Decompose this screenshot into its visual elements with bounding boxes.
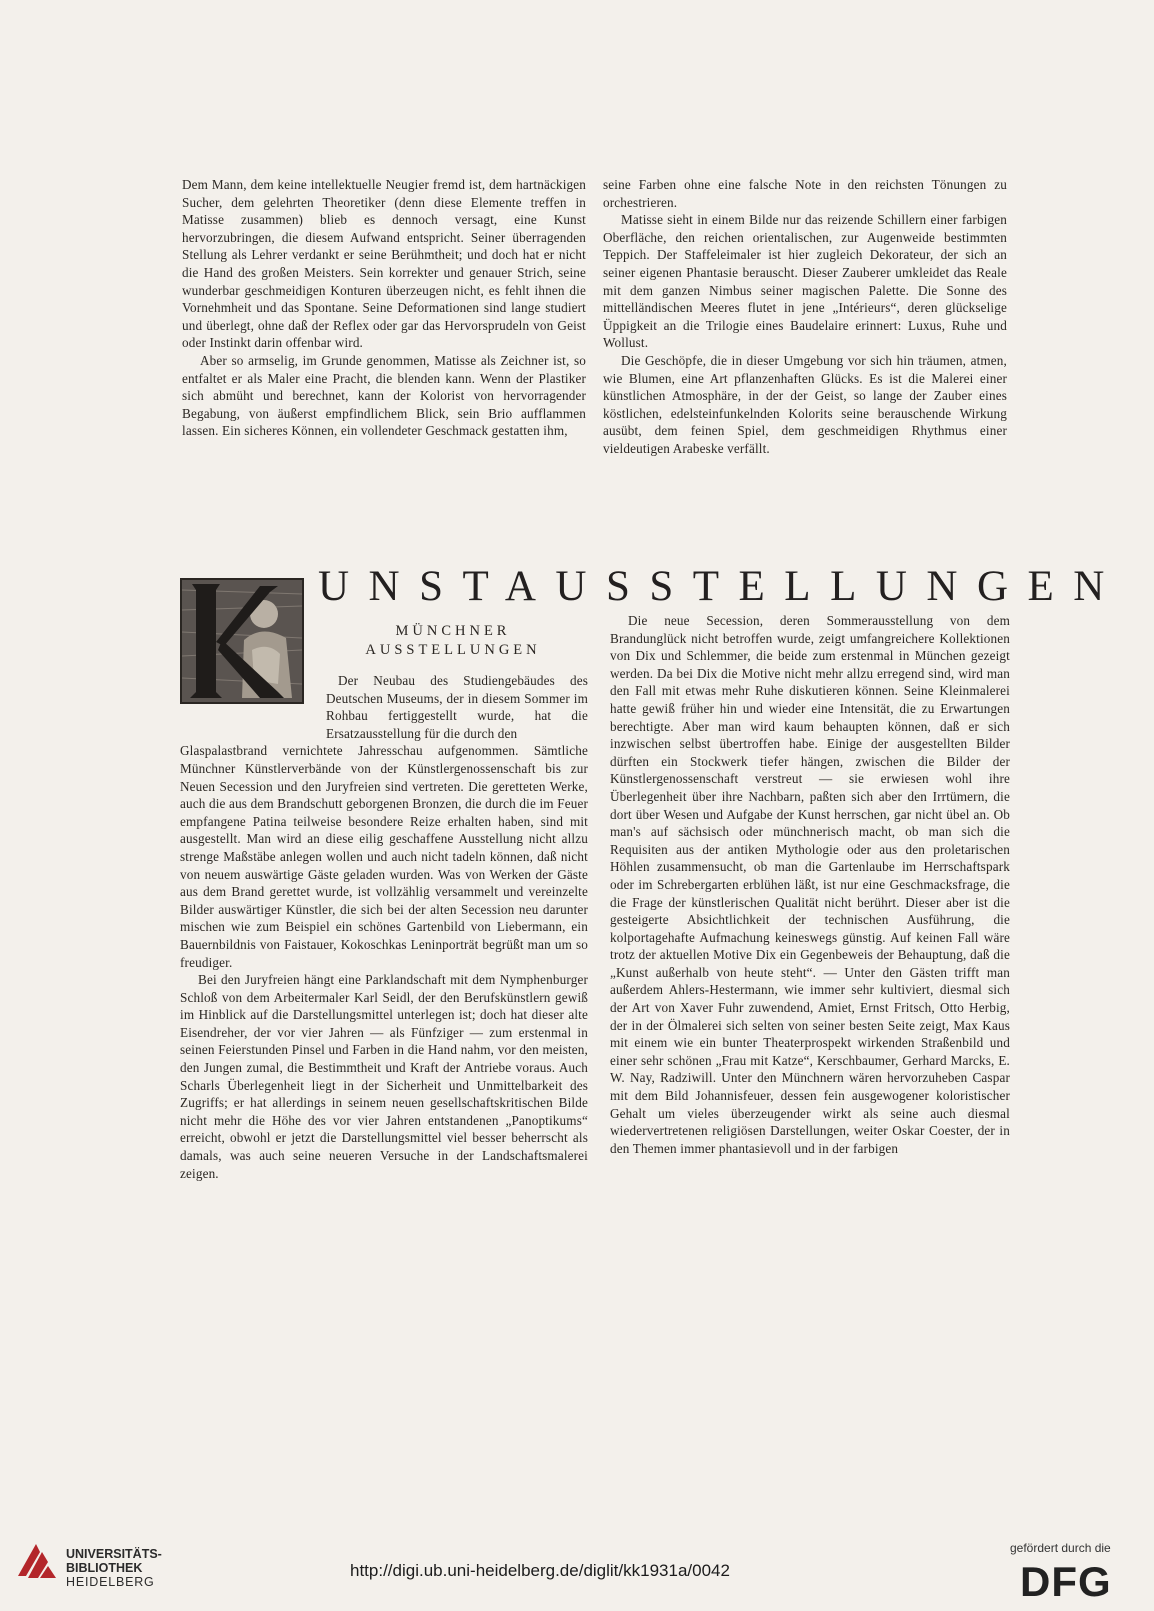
paragraph: Die Geschöpfe, die in dieser Umgebung vor sich hin träumen, atmen, wie Blumen, eine Art pflanzenhaften Glücks. Es ist die Malerei einer künstlichen Atmosphäre, in der der Geist, so lange der Zauber eines köstlichen, edelsteinfunkelnden Kolorits seine berauschende Wirkung ausübt, dem feinen Spiel, dem geschmeidigen Rhythmus einer vieldeutigen Arabeske verfällt. xyxy=(603,352,1007,456)
footer-bar xyxy=(0,1524,1154,1611)
institution-name xyxy=(66,1547,162,1589)
text-column-bottom-right xyxy=(610,612,1010,1157)
paragraph: Glaspalastbrand vernichtete Jahresschau aufgenommen. Sämtliche Münchner Künstlerverbände von der Künstlergenossenschaft bis zur Neuen Secession und den Juryfreien sind vertreten. Die geretteten Werke, auch die aus dem Brandschutt geborgenen Bronzen, die durch die im Feuer empfangene Patina teilweise besondere Reize erhalten haben, sind mit ausgestellt. Man wird an diese eilig geschaffene Ausstellung nicht allzu strenge Maßstäbe anlegen wollen und auch nicht tadeln können, daß nicht von neuem auswärtige Gäste geladen wurden. Was von Werken der Gäste aus dem Brand gerettet wurde, ist vollzählig versammelt und vereinzelte Bilder auswärtiger Künstler, die sich bei der alten Secession neu darunter mischen wie zum Beispiel ein schönes Gartenbild von Liebermann, ein Bauernbildnis von Faistauer, Kokoschkas Leninporträt begrüßt man um so freudiger. xyxy=(180,743,588,970)
paragraph: Die neue Secession, deren Sommerausstellung von dem Brandunglück nicht betroffen wurde, zeigt umfangreichere Kollektionen von Dix und Schlemmer, die beide zum erstenmal in München gezeigt werden. Da bei Dix die Motive nicht mehr allzu erregend sind, wird man den Fall mit etwas mehr Ruhe diskutieren können. Seine Kleinmalerei hatte gewiß früher hin und wieder eine Intensität, die zu Erwartungen berechtigte. Aber man wird kaum behaupten können, daß er sich inzwischen selbst übertroffen habe. Einige der ausgestellten Bilder dürften ein Stockwerk tiefer hängen, zwischen die Bilder der Künstlergenossenschaft verstreut — sie erwiesen wohl ihre Überlegenheit über ihre Nachbarn, paßten sich aber den Irrtümern, die dort über Wesen und Aufgabe der Kunst herrschen, gar nicht übel an. Ob man's auf sächsisch oder münchnerisch macht, ob man sich die Requisiten aus der antiken Mythologie oder aus den proletarischen Höhlen zusammensucht, ob man die Gartenlaube im Herrschaftspark oder im Schrebergarten erblühen läßt, ist nur eine Geschmacksfrage, die die Frage der künstlerischen Qualität nicht berührt. Dieser aber ist die gesteigerte Absichtlichkeit der technischen Ausführung, die kolportagehafte Aufmachung keineswegs günstig. Auf keinen Fall wäre trotz der aktuellen Motive Dix ein Gegenbeweis der Behauptung, daß die „Kunst außerhalb von heute steht“. — Unter den Gästen trifft man außerdem Ahlers-Hestermann, wie immer sehr kultiviert, diesmal sich der Art von Xaver Fuhr zuwendend, Amiet, Ernst Fritsch, Otto Herbig, der in der Ölmalerei sich selten von seiner besten Seite zeigt, Max Kaus mit einem wie ein bunter Theaterprospekt wirkenden Straßenbild und einer sehr schönen „Frau mit Katze“, Kerschbaumer, Gerhard Marcks, E. W. Nay, Radziwill. Unter den Münchnern wären hervorzuheben Caspar mit dem Bild Johannisfeuer, dessen fein ausgewogener koloristischer Gehalt um vieles überzeugender wirkt als seine auch diesmal wiedervertretenen religiösen Darstellungen, weiter Oskar Coester, der in den Themen immer phantasievoll und in der farbigen xyxy=(610,613,1010,1156)
funded-by-label: gefördert durch die xyxy=(1010,1541,1111,1555)
paragraph: Dem Mann, dem keine intellektuelle Neugier fremd ist, dem hartnäckigen Sucher, dem gelehrten Theoretiker (denn diese Elemente treffen in Matisse zusammen) blieb es dennoch versagt, eine Kunst hervorzubringen, die diesem Aufwand entspricht. Seiner überragenden Stellung als Lehrer verdankt er seine Berühmtheit; und doch hat er nicht die Hand des großen Meisters. Sein korrekter und genauer Strich, seine wunderbar geschmeidigen Konturen überzeugen nicht, es fehlt ihnen die Vornehmheit und das Spontane. Seine Deformationen sind lange studiert und überlegt, ohne daß der Reflex oder gar das Hervorsprudeln von Geist oder Instinkt darin offenbar wird. xyxy=(182,177,586,351)
text-column-top-right xyxy=(603,176,1007,458)
text-column-top-left xyxy=(182,176,586,440)
paragraph: Aber so armselig, im Grunde genommen, Matisse als Zeichner ist, so entfaltet er als Maler eine Pracht, die blenden kann. Wenn der Plastiker sich abmüht und berechnet, kann der Kolorist von hervorragender Begabung, von äußerst empfindlichem Blick, sein Brio aufflammen lassen. Ein sicheres Können, ein vollendeter Geschmack gestatten ihm, xyxy=(182,352,586,439)
paragraph: Bei den Juryfreien hängt eine Parklandschaft mit dem Nymphenburger Schloß von dem Arbeitermaler Karl Seidl, der den Berufskünstlern gewiß im Hinblick auf die Darstellungsmittel unterlegen ist; doch hat dieser alte Eisendreher, der vor vier Jahren — als Fünfziger — zum erstenmal in seinen Feierstunden Pinsel und Farben in die Hand nahm, vor den meisten, den Jungen zumal, die Bestimmtheit und Kraft der Antriebe voraus. Auch Scharls Überlegenheit liegt in der Sicherheit und Unmittelbarkeit des Zugriffs; er hat allerdings in seinem neuen gesellschaftskritischen Bilde nicht mehr die Höhe des vor vier Jahren entstandenen „Panoptikums“ erreicht, obwohl er jetzt die Darstellungsmittel viel besser beherrscht als damals, was auch seine neueren Versuche in der Landschaftsmalerei zeigen. xyxy=(180,972,588,1181)
university-logo-icon xyxy=(14,1538,60,1589)
text-column-bottom-left xyxy=(180,672,588,1182)
permalink-url[interactable]: http://digi.ub.uni-heidelberg.de/diglit/kk1931a/0042 xyxy=(350,1561,730,1580)
institution-line: HEIDELBERG xyxy=(66,1575,155,1589)
section-headline: UNSTAUSSTELLUNGEN xyxy=(318,563,1124,610)
dfg-logo: DFG xyxy=(1020,1558,1112,1605)
paragraph: seine Farben ohne eine falsche Note in den reichsten Tönungen zu orchestrieren. xyxy=(603,177,1007,210)
institution-line: BIBLIOTHEK xyxy=(66,1561,143,1575)
paragraph: Matisse sieht in einem Bilde nur das reizende Schillern einer farbigen Oberfläche, den reichen orientalischen, zur Augenweide bestimmten Teppich. Der Staffeleimaler ist hier zugleich Dekorateur, der sich an seiner eigenen Phantasie berauscht. Dieser Zauberer umkleidet das Reale mit dem ganzen Nimbus seiner magischen Palette. Die Sonne des mittelländischen Meeres flutet in jene „Intérieurs“, deren glückselige Üppigkeit an die Trilogie eines Baudelaire erinnert: Luxus, Ruhe und Wollust. xyxy=(603,212,1007,351)
section-subhead xyxy=(318,622,588,660)
subhead-line: MÜNCHNER xyxy=(395,623,511,639)
subhead-line: AUSSTELLUNGEN xyxy=(365,642,541,658)
paragraph-beside-initial: Der Neubau des Studiengebäudes des Deutschen Museums, der in diesem Sommer im Rohbau fertiggestellt wurde, hat die Ersatzausstellung für die durch den xyxy=(326,673,588,741)
institution-line: UNIVERSITÄTS- xyxy=(66,1547,162,1561)
